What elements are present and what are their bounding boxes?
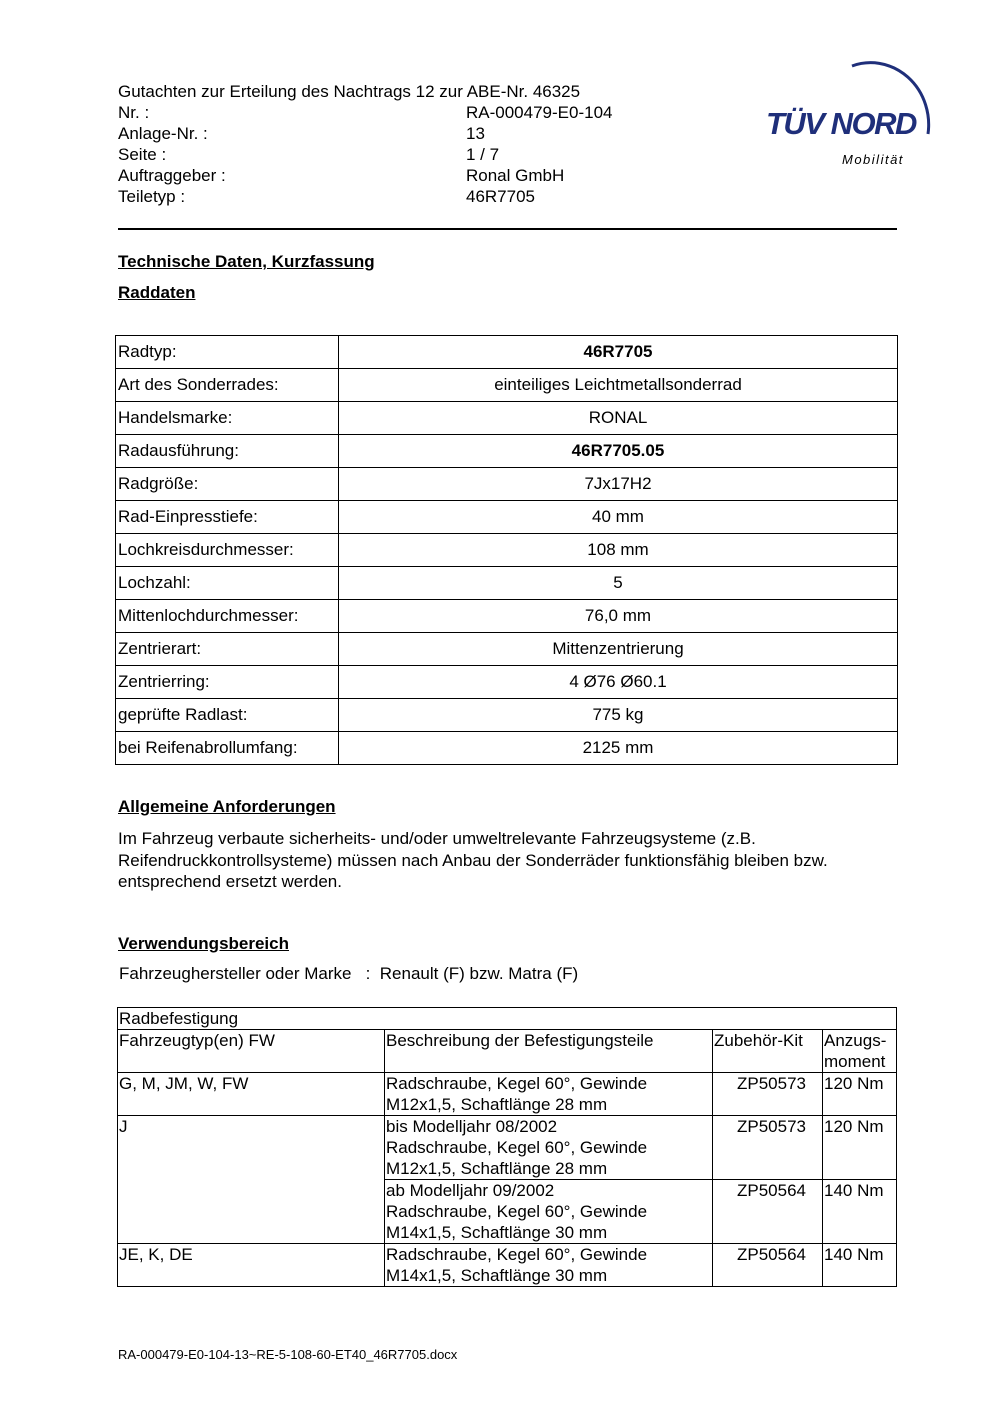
raddaten-value: 5 <box>339 567 898 600</box>
tuv-nord-logo <box>760 58 940 173</box>
table-row <box>118 1116 897 1180</box>
logo-subtitle: Mobilität <box>842 152 904 167</box>
raddaten-key: Rad-Einpresstiefe: <box>116 501 339 534</box>
desc-line: Radschraube, Kegel 60°, Gewinde <box>386 1202 648 1221</box>
raddaten-row <box>116 699 898 732</box>
raddaten-value: 108 mm <box>339 534 898 567</box>
header-row-nr <box>118 102 613 123</box>
header-moment-line: moment <box>824 1052 886 1071</box>
header-label: Seite : <box>118 145 167 164</box>
header-row-auftraggeber <box>118 165 565 186</box>
raddaten-row <box>116 468 898 501</box>
section-technische-daten: Technische Daten, Kurzfassung <box>118 252 375 271</box>
table-row <box>118 1244 897 1287</box>
raddaten-table <box>115 335 898 765</box>
header-label: Auftraggeber : <box>118 166 226 185</box>
raddaten-value: 775 kg <box>339 699 898 732</box>
desc-line: M14x1,5, Schaftlänge 30 mm <box>386 1223 608 1242</box>
raddaten-value: einteiliges Leichtmetallsonderrad <box>339 369 898 402</box>
raddaten-row <box>116 501 898 534</box>
desc-line: bis Modelljahr 08/2002 <box>386 1117 558 1136</box>
desc-line: M14x1,5, Schaftlänge 30 mm <box>386 1266 608 1285</box>
raddaten-row <box>116 732 898 765</box>
raddaten-value: Mittenzentrierung <box>339 633 898 666</box>
header-moment-line: Anzugs- <box>824 1031 887 1050</box>
cell-moment: 140 Nm <box>823 1180 897 1244</box>
raddaten-row <box>116 633 898 666</box>
section-verwendungsbereich: Verwendungsbereich <box>118 934 289 953</box>
header-value: RA-000479-E0-104 <box>466 103 613 122</box>
raddaten-key: geprüfte Radlast: <box>116 699 339 732</box>
header-label: Teiletyp : <box>118 187 186 206</box>
header-value: Ronal GmbH <box>466 166 565 185</box>
hersteller-line: Fahrzeughersteller oder Marke : Renault (F) bzw. Matra (F) <box>119 964 579 983</box>
raddaten-row <box>116 369 898 402</box>
raddaten-value: RONAL <box>339 402 898 435</box>
raddaten-key: Lochkreisdurchmesser: <box>116 534 339 567</box>
raddaten-value: 7Jx17H2 <box>339 468 898 501</box>
cell-kit: ZP50573 <box>713 1116 823 1180</box>
cell-beschreibung <box>385 1244 713 1287</box>
header-label: Nr. : <box>118 103 150 122</box>
table-title: Radbefestigung <box>118 1008 897 1030</box>
raddaten-key: bei Reifenabrollumfang: <box>116 732 339 765</box>
paragraph-line: entsprechend ersetzt werden. <box>118 872 342 891</box>
allgemeine-paragraph <box>118 828 898 893</box>
paragraph-line: Im Fahrzeug verbaute sicherheits- und/oder umweltrelevante Fahrzeugsysteme (z.B. <box>118 829 756 848</box>
header-value: 13 <box>466 124 485 143</box>
raddaten-key: Zentrierart: <box>116 633 339 666</box>
cell-beschreibung <box>385 1180 713 1244</box>
raddaten-value: 46R7705.05 <box>339 435 898 468</box>
table-header-row <box>118 1030 897 1073</box>
raddaten-row <box>116 336 898 369</box>
cell-typ: G, M, JM, W, FW <box>118 1073 385 1116</box>
raddaten-value: 40 mm <box>339 501 898 534</box>
raddaten-key: Handelsmarke: <box>116 402 339 435</box>
raddaten-row <box>116 402 898 435</box>
raddaten-row <box>116 666 898 699</box>
logo-brand: TÜV NORD <box>766 106 916 141</box>
cell-moment: 140 Nm <box>823 1244 897 1287</box>
cell-typ: J <box>118 1116 385 1244</box>
table-row <box>118 1073 897 1116</box>
raddaten-value: 4 Ø76 Ø60.1 <box>339 666 898 699</box>
desc-line: ab Modelljahr 09/2002 <box>386 1181 555 1200</box>
desc-line: M12x1,5, Schaftlänge 28 mm <box>386 1159 608 1178</box>
paragraph-line: Reifendruckkontrollsysteme) müssen nach Anbau der Sonderräder funktionsfähig bleiben bzw. <box>118 850 828 870</box>
raddaten-row <box>116 567 898 600</box>
header-anzugsmoment <box>823 1030 897 1073</box>
raddaten-key: Mittenlochdurchmesser: <box>116 600 339 633</box>
desc-line: Radschraube, Kegel 60°, Gewinde <box>386 1138 648 1157</box>
radbefestigung-table <box>117 1007 897 1287</box>
footer-filename: RA-000479-E0-104-13~RE-5-108-60-ET40_46R7705.docx <box>118 1347 458 1362</box>
section-allgemeine-anforderungen: Allgemeine Anforderungen <box>118 797 336 816</box>
desc-line: Radschraube, Kegel 60°, Gewinde <box>386 1245 648 1264</box>
cell-moment: 120 Nm <box>823 1116 897 1180</box>
raddaten-key: Radgröße: <box>116 468 339 501</box>
cell-kit: ZP50564 <box>713 1180 823 1244</box>
header-row-anlage <box>118 123 485 144</box>
header-row-seite <box>118 144 500 165</box>
header-zubehoer-kit: Zubehör-Kit <box>713 1030 823 1073</box>
raddaten-key: Radtyp: <box>116 336 339 369</box>
header-beschreibung: Beschreibung der Befestigungsteile <box>385 1030 713 1073</box>
cell-typ: JE, K, DE <box>118 1244 385 1287</box>
cell-kit: ZP50573 <box>713 1073 823 1116</box>
header-value: 1 / 7 <box>466 145 500 164</box>
cell-beschreibung <box>385 1073 713 1116</box>
raddaten-key: Zentrierring: <box>116 666 339 699</box>
cell-kit: ZP50564 <box>713 1244 823 1287</box>
header-fahrzeugtyp: Fahrzeugtyp(en) FW <box>118 1030 385 1073</box>
header-divider <box>118 228 897 230</box>
raddaten-row <box>116 435 898 468</box>
document-title: Gutachten zur Erteilung des Nachtrags 12 zur ABE-Nr. 46325 <box>118 82 581 101</box>
cell-beschreibung <box>385 1116 713 1180</box>
raddaten-value: 76,0 mm <box>339 600 898 633</box>
raddaten-value: 46R7705 <box>339 336 898 369</box>
raddaten-key: Art des Sonderrades: <box>116 369 339 402</box>
desc-line: M12x1,5, Schaftlänge 28 mm <box>386 1095 608 1114</box>
header-row-teiletyp <box>118 186 536 207</box>
raddaten-key: Radausführung: <box>116 435 339 468</box>
raddaten-row <box>116 534 898 567</box>
raddaten-row <box>116 600 898 633</box>
header-value: 46R7705 <box>466 187 536 206</box>
desc-line: Radschraube, Kegel 60°, Gewinde <box>386 1074 648 1093</box>
header-label: Anlage-Nr. : <box>118 124 208 143</box>
raddaten-key: Lochzahl: <box>116 567 339 600</box>
section-raddaten: Raddaten <box>118 283 196 302</box>
raddaten-value: 2125 mm <box>339 732 898 765</box>
cell-moment: 120 Nm <box>823 1073 897 1116</box>
table-title-row <box>118 1008 897 1030</box>
